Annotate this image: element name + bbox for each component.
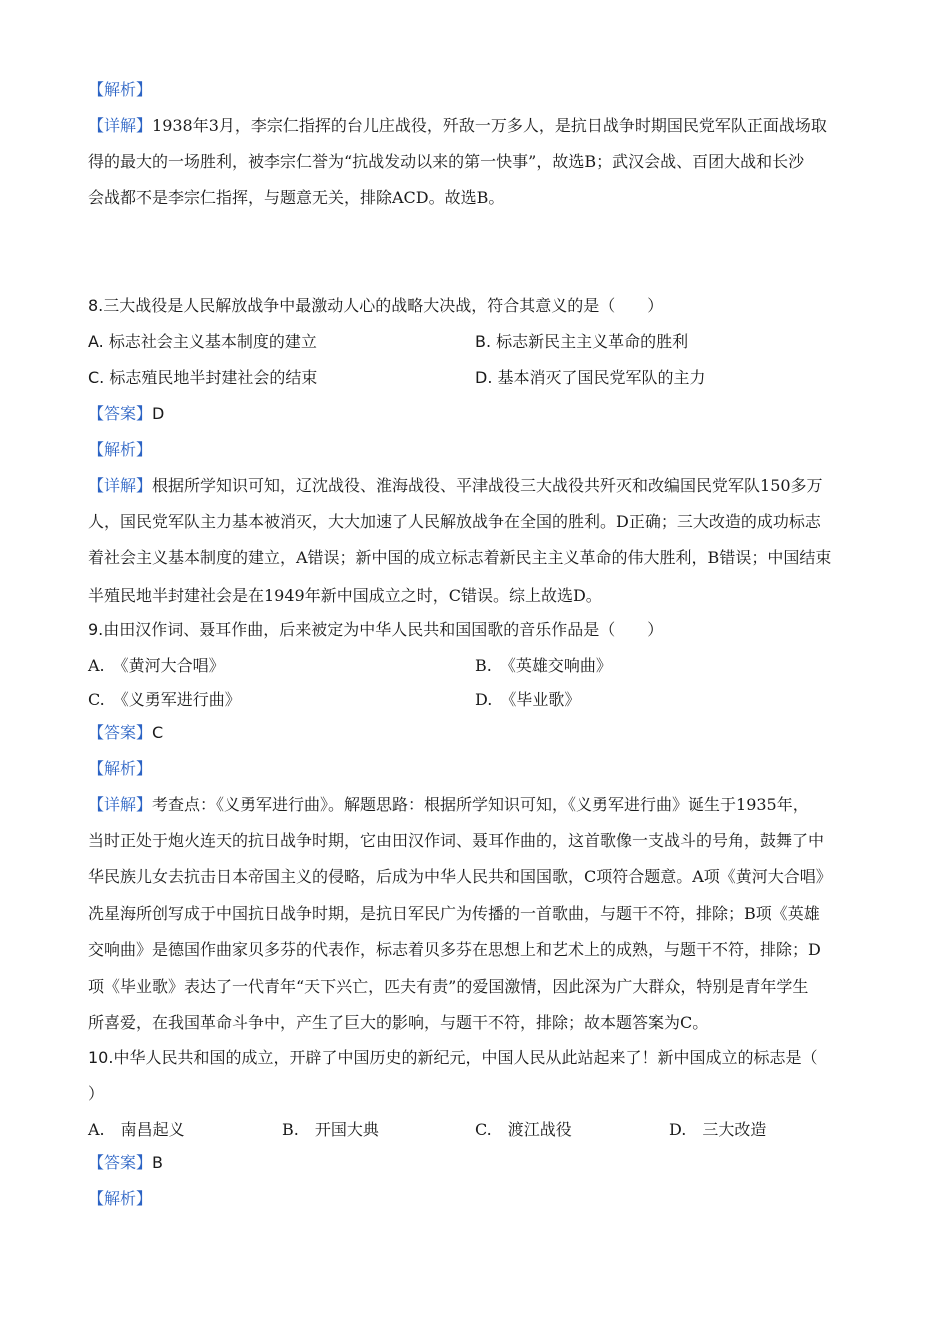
q8-option-c: C. 标志殖民地半封建社会的结束 [88, 368, 318, 387]
answer-label: 【答案】 [88, 404, 153, 423]
q8-option-a: A. 标志社会主义基本制度的建立 [88, 332, 317, 351]
q10-option-d: D. 三大改造 [669, 1120, 767, 1139]
detail-paragraph-line: 人，国民党军队主力基本被消灭，大大加速了人民解放战争在全国的胜利。D正确；三大改造的成功标志 [88, 512, 821, 531]
question-10-continued: ） [88, 1084, 105, 1103]
analysis-label: 【解析】 [88, 759, 153, 778]
detail-paragraph-line: 会战都不是李宗仁指挥，与题意无关，排除ACD。故选B。 [88, 188, 505, 207]
detail-text: 根据所学知识可知，辽沈战役、淮海战役、平津战役三大战役共歼灭和改编国民党军队150多万 [152, 476, 823, 495]
q10-option-a: A. 南昌起义 [88, 1120, 185, 1139]
q9-option-d: D. 《毕业歌》 [475, 690, 581, 709]
analysis-label: 【解析】 [88, 440, 153, 459]
q9-option-a: A. 《黄河大合唱》 [88, 656, 225, 675]
q10-option-c: C. 渡江战役 [475, 1120, 572, 1139]
answer-value: B [152, 1153, 163, 1172]
answer-label: 【答案】 [88, 723, 153, 742]
answer-value: D [152, 404, 165, 423]
detail-paragraph-line: 华民族儿女去抗击日本帝国主义的侵略，后成为中华人民共和国国歌，C项符合题意。A项《黄河大合唱》 [88, 867, 832, 886]
q10-answer-line [88, 1153, 864, 1173]
detail-paragraph-line [88, 476, 864, 496]
detail-paragraph-line: 着社会主义基本制度的建立，A错误；新中国的成立标志着新民主主义革命的伟大胜利，B错误；中国结束 [88, 548, 832, 567]
q9-option-b: B. 《英雄交响曲》 [475, 656, 612, 675]
detail-label: 【详解】 [88, 476, 153, 495]
analysis-label: 【解析】 [88, 80, 153, 99]
question-9: 9.由田汉作词、聂耳作曲，后来被定为中华人民共和国国歌的音乐作品是（ ） [88, 620, 664, 639]
detail-text: 考查点：《义勇军进行曲》。解题思路：根据所学知识可知，《义勇军进行曲》诞生于1935年， [152, 795, 809, 814]
answer-label: 【答案】 [88, 1153, 153, 1172]
detail-paragraph-line [88, 116, 864, 136]
detail-label: 【详解】 [88, 116, 153, 135]
detail-paragraph-line [88, 795, 864, 815]
detail-paragraph-line: 得的最大的一场胜利，被李宗仁誉为“抗战发动以来的第一快事”，故选B；武汉会战、百团大战和长沙 [88, 152, 805, 171]
q8-option-d: D. 基本消灭了国民党军队的主力 [475, 368, 706, 387]
detail-paragraph-line: 冼星海所创写成于中国抗日战争时期，是抗日军民广为传播的一首歌曲，与题干不符，排除；B项《英雄 [88, 904, 820, 923]
q9-answer-line [88, 723, 864, 743]
question-8: 8.三大战役是人民解放战争中最激动人心的战略大决战，符合其意义的是（ ） [88, 296, 664, 315]
detail-paragraph-line: 项《毕业歌》表达了一代青年“天下兴亡，匹夫有责”的爱国激情，因此深为广大群众，特别是青年学生 [88, 977, 809, 996]
detail-paragraph-line: 半殖民地半封建社会是在1949年新中国成立之时，C错误。综上故选D。 [88, 586, 602, 605]
answer-value: C [152, 723, 164, 742]
question-10: 10.中华人民共和国的成立，开辟了中国历史的新纪元，中国人民从此站起来了！新中国成立的标志是（ [88, 1048, 818, 1067]
detail-text: 1938年3月，李宗仁指挥的台儿庄战役，歼敌一万多人，是抗日战争时期国民党军队正面战场取 [152, 116, 827, 135]
analysis-label: 【解析】 [88, 1189, 153, 1208]
detail-label: 【详解】 [88, 795, 153, 814]
detail-paragraph-line: 当时正处于炮火连天的抗日战争时期，它由田汉作词、聂耳作曲的，这首歌像一支战斗的号角，鼓舞了中 [88, 831, 825, 850]
detail-paragraph-line: 所喜爱，在我国革命斗争中，产生了巨大的影响，与题干不符，排除；故本题答案为C。 [88, 1013, 709, 1032]
q8-answer-line [88, 404, 864, 424]
detail-paragraph-line: 交响曲》是德国作曲家贝多芬的代表作，标志着贝多芬在思想上和艺术上的成熟，与题干不符，排除；D [88, 940, 821, 959]
q9-option-c: C. 《义勇军进行曲》 [88, 690, 241, 709]
q8-option-b: B. 标志新民主主义革命的胜利 [475, 332, 689, 351]
q10-option-b: B. 开国大典 [282, 1120, 379, 1139]
